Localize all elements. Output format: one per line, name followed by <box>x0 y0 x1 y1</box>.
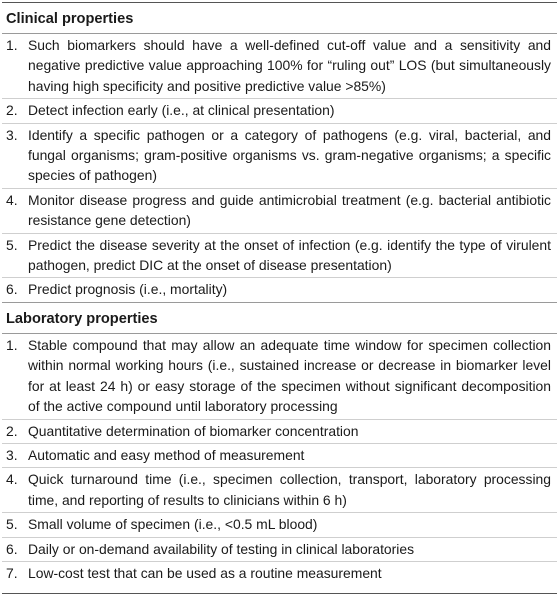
item-number: 4. <box>6 471 18 488</box>
item-text: Predict the disease severity at the onset of infection (e.g. identify the type of virulent pathogen, predict DIC at the onset of disease presentation) <box>28 236 551 274</box>
list-item <box>2 278 557 301</box>
item-number: 7. <box>6 564 18 581</box>
item-number: 4. <box>6 191 18 208</box>
item-number: 6. <box>6 281 18 298</box>
item-number: 1. <box>6 37 18 53</box>
item-text: Low-cost test that can be used as a routine measurement <box>28 564 382 581</box>
item-text: Small volume of specimen (i.e., <0.5 mL blood) <box>28 516 318 533</box>
list-item <box>2 234 557 279</box>
list-item <box>2 444 557 468</box>
item-text: Automatic and easy method of measurement <box>28 446 305 463</box>
item-number: 1. <box>6 336 18 353</box>
list-item <box>2 189 557 234</box>
item-number: 3. <box>6 126 18 143</box>
item-text: Such biomarkers should have a well-defined cut-off value and a sensitivity and negative predictive value approaching 100% for “ruling out” LOS (but simultaneously having high specificity and positive predictive value >85%) <box>28 37 551 94</box>
list-item <box>2 513 557 537</box>
item-text: Stable compound that may allow an adequate time window for specimen collection within normal working hours (i.e., sustained increase or decrease in biomarker level for at least 24 h) or easy storage of the specimen without significant decomposition of the active compound until laboratory processing <box>28 336 551 415</box>
list-item <box>2 334 557 420</box>
item-text: Monitor disease progress and guide antimicrobial treatment (e.g. bacterial antibiotic resistance gene detection) <box>28 191 551 229</box>
item-number: 2. <box>6 422 18 439</box>
list-item <box>2 562 557 585</box>
item-number: 6. <box>6 540 18 557</box>
list-item <box>2 124 557 189</box>
laboratory-properties-heading: Laboratory properties <box>2 303 557 334</box>
properties-table <box>2 2 557 594</box>
clinical-properties-section <box>2 3 557 303</box>
item-text: Quick turnaround time (i.e., specimen collection, transport, laboratory processing time, and reporting of results to clinicians within 6 h) <box>28 471 551 508</box>
item-text: Predict prognosis (i.e., mortality) <box>28 281 228 298</box>
item-text: Detect infection early (i.e., at clinical presentation) <box>28 102 335 119</box>
item-number: 5. <box>6 516 18 533</box>
list-item <box>2 468 557 513</box>
item-text: Daily or on-demand availability of testing in clinical laboratories <box>28 540 415 557</box>
item-text: Quantitative determination of biomarker concentration <box>28 422 359 439</box>
item-number: 5. <box>6 236 18 253</box>
item-number: 2. <box>6 102 18 119</box>
list-item <box>2 34 557 99</box>
item-number: 3. <box>6 446 18 463</box>
clinical-properties-heading: Clinical properties <box>2 3 557 34</box>
list-item <box>2 420 557 444</box>
laboratory-properties-section <box>2 303 557 585</box>
list-item <box>2 99 557 123</box>
item-text: Identify a specific pathogen or a category of pathogens (e.g. viral, bacterial, and fungal organisms; gram-positive organisms vs. gram-negative organisms; a specific species of pathogen) <box>28 126 551 184</box>
list-item <box>2 538 557 562</box>
